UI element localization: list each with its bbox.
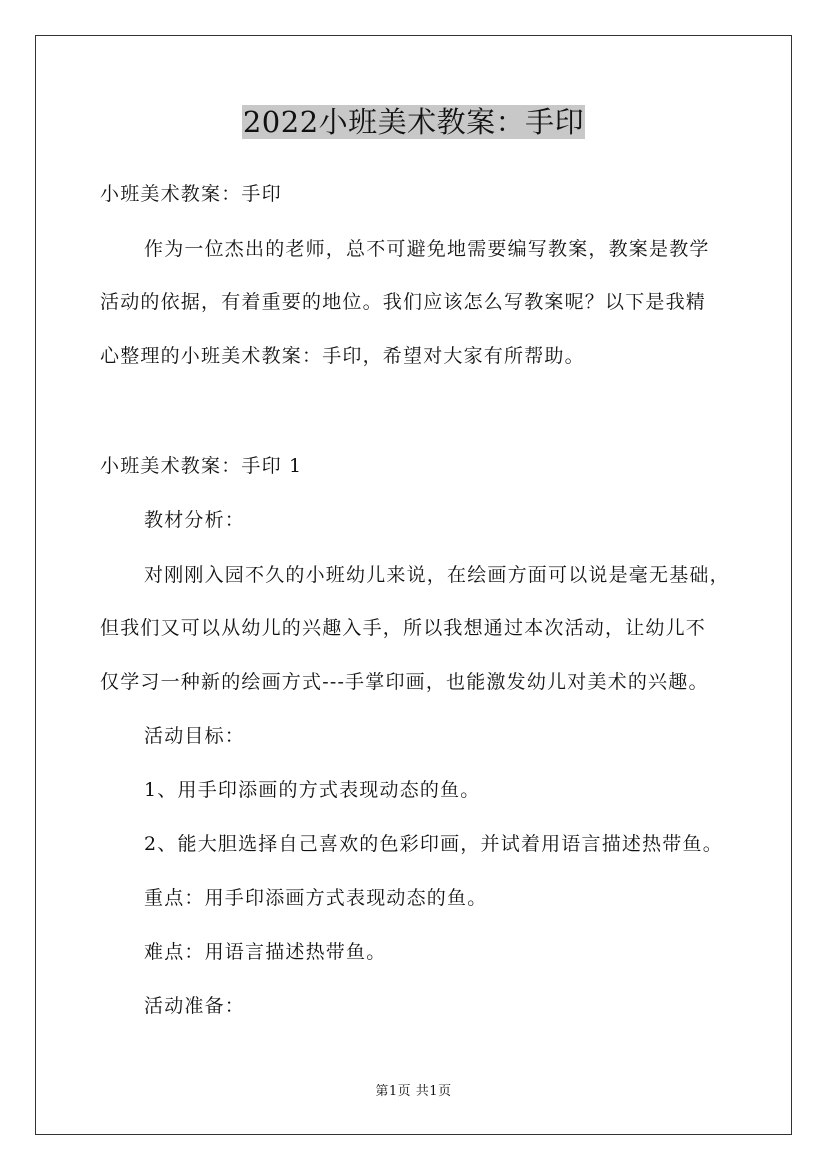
goals-heading: 活动目标： [144,725,246,747]
analysis-line-3: 仅学习一种新的绘画方式---手掌印画，也能激发幼儿对美术的兴趣。 [100,671,709,693]
analysis-line-2: 但我们又可以从幼儿的兴趣入手，所以我想通过本次活动，让幼儿不 [100,617,707,639]
document-title [0,100,827,144]
section-heading: 小班美术教案：手印 1 [100,455,303,477]
goal-item-1: 1、用手印添画的方式表现动态的鱼。 [144,779,481,801]
difficult-point: 难点：用语言描述热带鱼。 [144,941,387,963]
subtitle: 小班美术教案：手印 [100,183,282,205]
analysis-line-1: 对刚刚入园不久的小班幼儿来说，在绘画方面可以说是毫无基础， [144,564,730,586]
document-title-text: 2022小班美术教案：手印 [242,105,585,139]
goal-item-2: 2、能大胆选择自己喜欢的色彩印画，并试着用语言描述热带鱼。 [144,833,723,855]
analysis-heading: 教材分析： [144,509,246,531]
intro-line-1: 作为一位杰出的老师，总不可避免地需要编写教案，教案是教学 [144,238,710,260]
page-footer: 第1页 共1页 [375,1084,452,1099]
key-point: 重点：用手印添画方式表现动态的鱼。 [144,887,488,909]
intro-line-3: 心整理的小班美术教案：手印，希望对大家有所帮助。 [100,345,585,367]
prep-heading: 活动准备： [144,995,246,1017]
intro-line-2: 活动的依据，有着重要的地位。我们应该怎么写教案呢？以下是我精 [100,291,707,313]
